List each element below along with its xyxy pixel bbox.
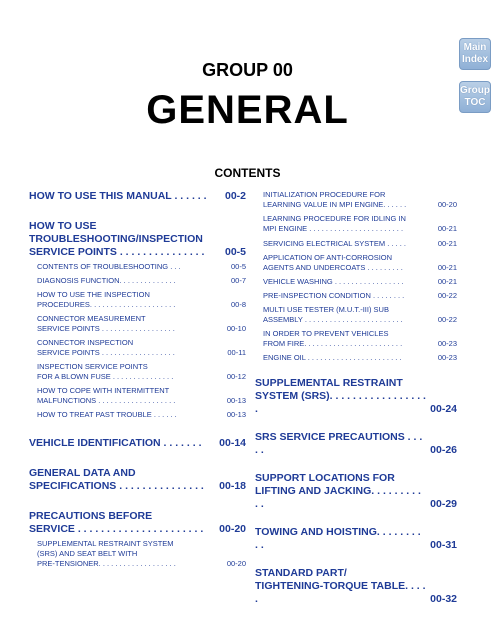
toc-left-column [29, 190, 246, 569]
toc-entry-title [37, 262, 227, 272]
toc-entry[interactable] [255, 472, 457, 511]
toc-entry-title [29, 467, 215, 493]
toc-entry-line: CONNECTOR INSPECTION [37, 338, 134, 347]
toc-entry-line: GENERAL DATA AND [29, 467, 136, 479]
toc-entry-line: SUPPORT LOCATIONS FOR [255, 472, 395, 484]
toc-entry[interactable] [255, 353, 457, 363]
toc-entry-line: HOW TO COPE WITH INTERMITTENT [37, 386, 170, 395]
toc-entry[interactable] [255, 239, 457, 249]
toc-entry-page-link[interactable]: 00-29 [430, 498, 457, 510]
toc-entry[interactable] [29, 276, 246, 286]
toc-entry[interactable] [255, 567, 457, 606]
toc-entry-page-link[interactable]: 00-20 [226, 559, 246, 568]
toc-entry-page-link[interactable]: 00-2 [224, 190, 246, 202]
toc-entry-line: DIAGNOSIS FUNCTION. . . . . . . . . . . . . . [37, 276, 176, 285]
toc-entry-line: MALFUNCTIONS . . . . . . . . . . . . . . . . . . . [37, 396, 176, 405]
toc-entry-line: CONNECTOR MEASUREMENT [37, 314, 146, 323]
toc-entry[interactable] [255, 291, 457, 301]
toc-entry[interactable] [29, 410, 246, 420]
toc-entry-title [263, 190, 434, 210]
toc-entry-title [263, 253, 434, 273]
toc-entry-page-link[interactable]: 00-31 [430, 539, 457, 551]
toc-entry-line: LEARNING VALUE IN MPI ENGINE. . . . . . [263, 200, 407, 209]
toc-entry-page-link[interactable]: 00-24 [430, 403, 457, 415]
toc-entry-line: SYSTEM (SRS). . . . . . . . . . . . . . . . . . [255, 390, 426, 415]
toc-entry-page-link[interactable]: 00-22 [437, 291, 457, 300]
toc-entry[interactable] [255, 253, 457, 273]
toc-entry[interactable] [29, 190, 246, 203]
toc-entry[interactable] [255, 305, 457, 325]
toc-entry-line: PROCEDURES. . . . . . . . . . . . . . . . . . . . . [37, 300, 176, 309]
toc-entry[interactable] [255, 526, 457, 552]
group-title: GROUP 00 [202, 60, 293, 80]
toc-entry[interactable] [255, 214, 457, 234]
toc-entry-line: ENGINE OIL . . . . . . . . . . . . . . . . . . . . . . . [263, 353, 402, 362]
toc-entry-page-link[interactable]: 00-11 [227, 348, 246, 357]
toc-entry-page-link[interactable]: 00-21 [437, 277, 457, 286]
toc-entry-title [263, 291, 434, 301]
toc-entry-title [37, 362, 223, 382]
toc-entry-title [37, 276, 227, 286]
toc-entry[interactable] [255, 431, 457, 457]
toc-entry[interactable] [29, 262, 246, 272]
toc-entry-line: SERVICE POINTS . . . . . . . . . . . . . . . [29, 246, 205, 258]
toc-entry-line: MULTI USE TESTER (M.U.T.-III) SUB [263, 305, 389, 314]
toc-entry-line: APPLICATION OF ANTI-CORROSION [263, 253, 393, 262]
toc-entry-line: STANDARD PART/ [255, 567, 347, 579]
toc-entry-title [37, 314, 223, 334]
main-index-button[interactable]: Main Index [459, 38, 491, 70]
toc-entry-line: (SRS) AND SEAT BELT WITH [37, 549, 138, 558]
toc-entry-line: IN ORDER TO PREVENT VEHICLES [263, 329, 389, 338]
toc-entry[interactable] [255, 277, 457, 287]
toc-entry-title [37, 338, 223, 358]
toc-entry[interactable] [255, 190, 457, 210]
toc-entry-page-link[interactable]: 00-5 [230, 262, 246, 271]
toc-entry-line: TIGHTENING-TORQUE TABLE. . . . . [255, 580, 426, 605]
toc-entry-line: PRECAUTIONS BEFORE [29, 510, 153, 522]
toc-entry-title [255, 377, 426, 416]
toc-entry-line: HOW TO USE THE INSPECTION [37, 290, 150, 299]
toc-entry-line: HOW TO USE [29, 220, 97, 232]
toc-entry-page-link[interactable]: 00-21 [437, 239, 457, 248]
toc-entry-title [37, 539, 223, 569]
toc-entry-title [263, 214, 434, 234]
toc-entry-line: HOW TO USE THIS MANUAL . . . . . . [29, 190, 207, 202]
toc-entry-line: SERVICE . . . . . . . . . . . . . . . . . . . . . . [29, 523, 204, 535]
toc-entry-title [37, 386, 223, 406]
toc-entry-page-link[interactable]: 00-22 [437, 315, 457, 324]
toc-entry-title [255, 567, 426, 606]
toc-entry[interactable] [29, 290, 246, 310]
toc-entry-line: HOW TO TREAT PAST TROUBLE . . . . . . [37, 410, 177, 419]
toc-entry-page-link[interactable]: 00-13 [226, 410, 246, 419]
toc-entry-line: VEHICLE WASHING . . . . . . . . . . . . . . . . . [263, 277, 404, 286]
toc-entry-page-link[interactable]: 00-10 [226, 324, 246, 333]
toc-entry[interactable] [29, 338, 246, 358]
toc-entry-line: FOR A BLOWN FUSE . . . . . . . . . . . . . . . [37, 372, 174, 381]
toc-entry-title [255, 526, 426, 552]
page-title: GENERAL [146, 88, 349, 132]
toc-entry-page-link[interactable]: 00-32 [430, 593, 457, 605]
toc-entry-page-link[interactable]: 00-23 [437, 353, 457, 362]
toc-entry-title [29, 190, 221, 203]
toc-entry-line: TOWING AND HOISTING. . . . . . . . . . [255, 526, 421, 551]
toc-entry-line: ASSEMBLY . . . . . . . . . . . . . . . . . . . . . . . . [263, 315, 403, 324]
toc-entry-page-link[interactable]: 00-13 [226, 396, 246, 405]
toc-entry-title [263, 277, 434, 287]
toc-entry-line: INSPECTION SERVICE POINTS [37, 362, 148, 371]
toc-entry-title [255, 472, 426, 511]
toc-entry-page-link[interactable]: 00-21 [437, 224, 457, 233]
toc-entry[interactable] [29, 539, 246, 569]
toc-entry-title [255, 431, 426, 457]
toc-entry-page-link[interactable]: 00-20 [437, 200, 457, 209]
toc-entry-line: CONTENTS OF TROUBLESHOOTING . . . [37, 262, 181, 271]
toc-entry[interactable] [255, 377, 457, 416]
toc-entry-page-link[interactable]: 00-26 [430, 444, 457, 456]
toc-entry-page-link[interactable]: 00-5 [224, 246, 246, 258]
toc-entry-line: SPECIFICATIONS . . . . . . . . . . . . . . . [29, 480, 204, 492]
toc-entry[interactable] [29, 467, 246, 493]
contents-heading: CONTENTS [214, 166, 281, 180]
toc-entry[interactable] [29, 437, 246, 450]
toc-entry-line: SERVICING ELECTRICAL SYSTEM . . . . . [263, 239, 406, 248]
toc-entry-line: SUPPLEMENTAL RESTRAINT [255, 377, 403, 389]
toc-entry-title [29, 510, 215, 536]
toc-entry-line: VEHICLE IDENTIFICATION . . . . . . . [29, 437, 202, 449]
toc-entry-line: PRE-TENSIONER. . . . . . . . . . . . . . . . . . . [37, 559, 176, 568]
toc-entry-title [263, 353, 434, 363]
toc-entry[interactable] [29, 362, 246, 382]
toc-entry-page-link[interactable]: 00-21 [437, 263, 457, 272]
toc-entry-page-link[interactable]: 00-14 [219, 437, 246, 449]
toc-entry[interactable] [29, 510, 246, 536]
toc-entry-line: SERVICE POINTS . . . . . . . . . . . . . . . . . . [37, 324, 175, 333]
toc-entry-line: TROUBLESHOOTING/INSPECTION [29, 233, 203, 245]
group-toc-button[interactable]: Group TOC [459, 81, 491, 113]
toc-entry-page-link[interactable]: 00-7 [230, 276, 246, 285]
toc-entry-line: PRE-INSPECTION CONDITION . . . . . . . . [263, 291, 405, 300]
toc-entry-title [263, 239, 434, 249]
toc-entry-line: LIFTING AND JACKING. . . . . . . . . . . [255, 485, 421, 510]
toc-entry-line: AGENTS AND UNDERCOATS . . . . . . . . . [263, 263, 403, 272]
toc-entry-title [37, 410, 223, 420]
toc-entry-line: SUPPLEMENTAL RESTRAINT SYSTEM [37, 539, 174, 548]
toc-entry-line: MPI ENGINE . . . . . . . . . . . . . . . . . . . . . . . [263, 224, 404, 233]
toc-entry-page-link[interactable]: 00-12 [226, 372, 246, 381]
toc-entry-page-link[interactable]: 00-18 [219, 480, 246, 492]
toc-entry-line: LEARNING PROCEDURE FOR IDLING IN [263, 214, 406, 223]
toc-entry-title [29, 437, 215, 450]
toc-entry-title [29, 220, 221, 259]
toc-entry[interactable] [255, 329, 457, 349]
toc-entry-title [37, 290, 227, 310]
toc-entry-page-link[interactable]: 00-20 [219, 523, 246, 535]
toc-entry-title [263, 305, 434, 325]
toc-entry-line: FROM FIRE. . . . . . . . . . . . . . . . . . . . . . . . [263, 339, 403, 348]
toc-entry-line: SRS SERVICE PRECAUTIONS . . . . . [255, 431, 423, 456]
toc-entry-title [263, 329, 434, 349]
toc-entry-line: SERVICE POINTS . . . . . . . . . . . . . . . . . . [37, 348, 175, 357]
toc-entry[interactable] [29, 220, 246, 259]
toc-right-column [255, 190, 457, 606]
toc-entry[interactable] [29, 386, 246, 406]
toc-entry-page-link[interactable]: 00-8 [230, 300, 246, 309]
toc-entry-line: INITIALIZATION PROCEDURE FOR [263, 190, 386, 199]
toc-entry-page-link[interactable]: 00-23 [437, 339, 457, 348]
toc-entry[interactable] [29, 314, 246, 334]
